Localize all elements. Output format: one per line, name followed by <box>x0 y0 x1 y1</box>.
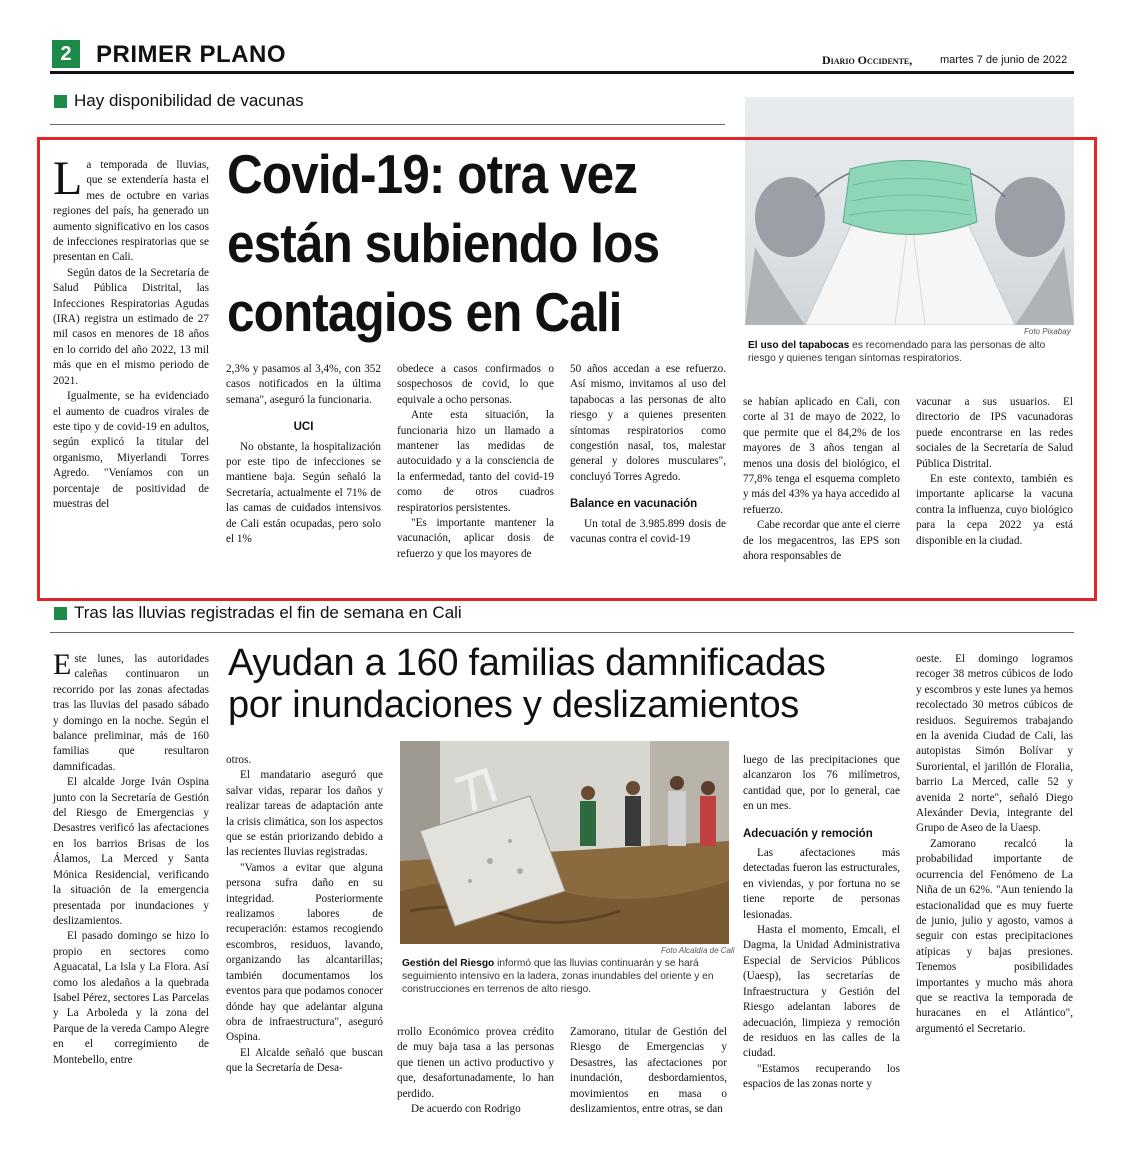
story1-subhead-uci: UCI <box>293 421 314 434</box>
story1-paragraph: Ante esta situación, la funcionaria hizo un llamado a mantener las medidas de autocuidado y a la consciencia de la enfermedad, tanto del covid-19 como de otros cuadros respiratorios persistentes. <box>397 409 554 514</box>
story2-paragraph: ste lunes, las autoridades caleñas continuaron un recorrido por las zonas afectadas tras las lluvias del pasado sábado y domingo en la noche. Según el balance preliminar, más de 160 familias que resultaron damnificadas. <box>53 653 209 773</box>
story1-drop-cap: L <box>53 152 83 205</box>
highlight-box <box>37 137 1097 601</box>
story2-column-6 <box>916 652 1073 1037</box>
story2-column-1 <box>53 648 209 1068</box>
story2-kicker-rule <box>50 632 1074 633</box>
story1-paragraph: Igualmente, se ha evidenciado el aumento de cuadros virales de este tipo y de covid-19 en adultos, según explicó la titular del organismo, Miyerlandi Torres Agredo. "Veníamos con un porcentaje de positividad de muestras del <box>53 390 209 510</box>
kicker-square <box>54 607 67 620</box>
story2-drop-cap: E <box>53 648 72 681</box>
story2-headline <box>228 642 908 726</box>
section-title: PRIMER PLANO <box>96 41 287 68</box>
story1-headline-line: están subiendo los <box>227 212 660 274</box>
story1-paragraph: 2,3% y pasamos al 3,4%, con 352 casos notificados en la última semana", aseguró la funcionaria. <box>226 363 381 406</box>
story2-paragraph: Las afectaciones más detectadas fueron las estructurales, en viviendas, y por fortuna no se tiene reporte de personas lesionadas. <box>743 847 900 921</box>
story1-paragraph: a temporada de lluvias, que se extendería hasta el mes de octubre en varias regiones del país, ha generado un aumento significativo en los casos de infecciones respiratorias que se presentan en Cali. <box>53 159 209 264</box>
story1-kicker: Hay disponibilidad de vacunas <box>74 91 304 110</box>
story1-paragraph: Un total de 3.985.899 dosis de vacunas contra el covid-19 <box>570 517 726 546</box>
story2-paragraph: rrollo Económico provea crédito de muy baja tasa a las personas que tienen un activo productivo y que, desafortunadamente, lo han perdido. <box>397 1026 554 1100</box>
story1-paragraph: vacunar a sus usuarios. El directorio de IPS vacunadoras puede encontrarse en las redes sociales de la Secretaría de Salud Pública Distrital. <box>916 396 1073 470</box>
story1-headline-line: Covid-19: otra vez <box>227 143 638 205</box>
story1-paragraph: Según datos de la Secretaría de Salud Pública Distrital, las Infecciones Respiratorias Agudas (IRA) registra un estimado de 27 mil casos en menores de 18 años en lo corrido del año 2022, 13 mil más que en el mismo periodo de 2021. <box>53 266 209 387</box>
story2-column-5 <box>743 753 900 1093</box>
story1-paragraph: Cabe recordar que ante el cierre de los megacentros, las EPS son ahora responsables de <box>743 519 900 563</box>
story2-paragraph: De acuerdo con Rodrigo <box>411 1103 521 1116</box>
story2-subhead-adecuacion: Adecuación y remoción <box>743 827 873 840</box>
story2-headline-line: Ayudan a 160 familias damnificadas <box>228 642 826 684</box>
story1-paragraph: se habían aplicado en Cali, con corte al 31 de mayo de 2022, lo que permite que el 84,2% de los mayores de 3 años tengan al menos una dosis del biológico, el 77,8% tenga el esquema completo y más del 43% ya haya accedido al refuerzo. <box>743 396 900 516</box>
story2-photo-credit: Foto Alcaldía de Cali <box>661 946 735 955</box>
story2-paragraph: oeste. El domingo logramos recoger 38 metros cúbicos de lodo y escombros y este lunes ya hemos recolectado 30 metros cúbicos de residuos. Seguiremos trabajando en la avenida Ciudad de Cali, las autopistas Simón Bolívar y Suroriental, el jarillón de Floralia, barrio La Merced, calle 52 y avenida 2 norte", señaló Diego Alexánder Devia, integrante del Grupo de Aseo de la Uaesp. <box>916 653 1073 835</box>
story2-column-3 <box>397 1025 554 1117</box>
story2-paragraph: El alcalde Jorge Iván Ospina junto con la Secretaría de Gestión del Riesgo de Emergencias y Desastres verificó las afectaciones en los barrios Brisas de los Álamos, La Merced y Santa Mónica Residencial, verificando la situación de la emergencia presentada por inundaciones y deslizamientos. <box>53 776 209 927</box>
story2-paragraph: luego de las precipitaciones que alcanzaron los 76 milímetros, cantidad que, por lo general, cae en un mes. <box>743 754 900 813</box>
story2-column-2 <box>226 753 383 1077</box>
kicker-square <box>54 95 67 108</box>
story1-headline-line: contagios en Cali <box>227 281 622 343</box>
story1-kicker-rule <box>50 124 725 125</box>
story2-headline-line: por inundaciones y deslizamientos <box>228 684 799 726</box>
story2-photo <box>400 741 729 944</box>
story2-paragraph: Zamorano, titular de Gestión del Riesgo de Emergencias y Desastres, las afectaciones por inundación, desbordamientos, movimientos en masa o deslizamientos, entre otras, se dan <box>570 1026 727 1116</box>
story2-caption-text: informó que las lluvias continuarán y se hará seguimiento intensivo en la ladera, zonas inundables del oriente y en construcciones en terrenos de alto riesgo. <box>402 958 714 995</box>
story2-paragraph: "Estamos recuperando los espacios de las zonas norte y <box>743 1062 900 1091</box>
flood-illustration <box>400 741 729 944</box>
story2-caption <box>402 957 729 996</box>
story1-subhead-balance: Balance en vacunación <box>570 498 698 511</box>
story2-caption-bold: Gestión del Riesgo <box>402 958 495 969</box>
story1-paragraph: En este contexto, también es importante aplicarse la vacuna contra la influenza, cuyo biológico para la cepa 2022 ya está disponible en la ciudad. <box>916 473 1073 547</box>
story2-paragraph: otros. <box>226 754 252 766</box>
masthead-date: martes 7 de junio de 2022 <box>940 54 1068 66</box>
story2-paragraph: El pasado domingo se hizo lo propio en sectores como Aguacatal, La Isla y La Flora. Así como los aledaños a la quebrada Isabel Pérez, sectores Las Parcelas y La Arboleda y la zona del Parque de la vereda Campo Alegre en el corregimiento de Montebello, entre <box>53 930 209 1066</box>
story1-caption-bold: El uso del tapabocas <box>748 340 850 351</box>
story2-paragraph: "Vamos a evitar que alguna persona sufra daño en su integridad. Posteriormente realizamos labores de recuperación: estamos recogiendo escombros, residuos, lavando, organizando las alcantarillas; también documentamos los eventos para que podamos conocer dónde hay que adelantar alguna obra de infraestructura", aseguró Ospina. <box>226 861 383 1044</box>
story1-photo-credit: Foto Pixabay <box>1024 327 1071 336</box>
story1-paragraph: "Es importante mantener la vacunación, aplicar dosis de refuerzo y que los mayores de <box>397 517 554 560</box>
story2-paragraph: Hasta el momento, Emcali, el Dagma, la Unidad Administrativa Especial de Servicios Públicos (Uaesp), las secretarías de Infraestructura y Gestión del Riesgo adelantan labores de adecuación, limpieza y remoción de residuos en las calles de la ciudad. <box>743 924 900 1060</box>
story2-paragraph: El Alcalde señaló que buscan que la Secretaría de Desa- <box>226 1046 383 1075</box>
story2-column-4 <box>570 1025 727 1117</box>
story2-paragraph: Zamorano recalcó la probabilidad importante de ocurrencia del Fenómeno de La Niña de un 62%. "Aun teniendo la estacionalidad que es muy fuerte de junio, julio y agosto, vamos a seguir con estas precipitaciones atípicas y bajas presiones. Tenemos posibilidades importantes y mucho más ahora que se reactiva la temporada de huracanes en el Atlántico", argumentó el Secretario. <box>916 837 1073 1035</box>
story1-paragraph: No obstante, la hospitalización por este tipo de infecciones se mantiene baja. Según señaló la Secretaría, actualmente el 71% de las camas de cuidados intensivos de Cali están ocupadas, pero solo el 1% <box>226 440 381 546</box>
story1-paragraph: obedece a casos confirmados o sospechosos de covid, lo que equivale a ocho personas. <box>397 363 554 406</box>
header-rule <box>50 71 1074 74</box>
story1-paragraph: 50 años accedan a ese refuerzo. Así mismo, invitamos al uso del tapabocas a las personas de alto riesgo y a quienes presenten síntomas respiratorios como congestión nasal, tos, malestar general y dolores musculares", concluyó Torres Agredo. <box>570 363 726 483</box>
story2-kicker: Tras las lluvias registradas el fin de semana en Cali <box>74 603 462 622</box>
story2-paragraph: El mandatario aseguró que salvar vidas, reparar los daños y realizar tareas de adaptación ante la crisis climática, son los aspectos que se están priorizando debido a las recientes lluvias registradas. <box>226 769 383 859</box>
masthead-paper-name: Diario Occidente, <box>822 53 913 67</box>
story1-caption-text: es recomendado para las personas de alto riesgo y quienes tengan síntomas respiratorios. <box>748 340 1046 364</box>
page-number-badge: 2 <box>52 40 80 68</box>
